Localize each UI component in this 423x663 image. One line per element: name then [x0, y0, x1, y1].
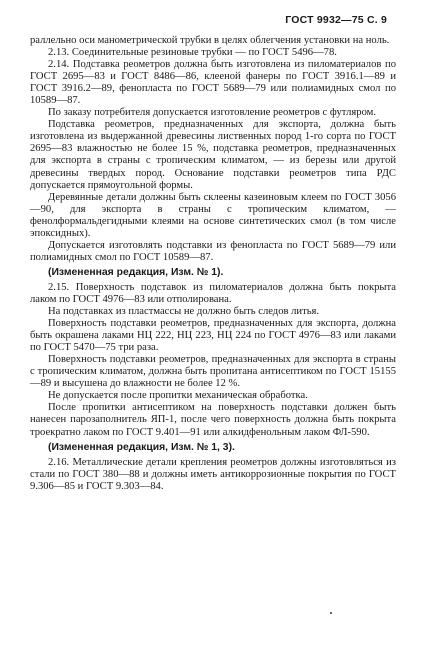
paragraph: Не допускается после пропитки механическая обработка. [48, 390, 308, 402]
paragraph: После пропитки антисептиком на поверхность подставки должен быть нанесен парозаполнитель ЯП-1, после чего поверхность должна быть покрыта троекратно лаком по ГОСТ 9.401—91 или алкидфенольным лаком ФЛ-590. [30, 402, 396, 438]
paragraph: 2.16. Металлические детали крепления реометров должны изготовляться из стали по ГОСТ 380—88 и должны иметь антикоррозионные покрытия по ГОСТ 9.306—85 и ГОСТ 9.303—84. [30, 456, 396, 492]
paragraph: Поверхность подставки реометров, предназначенных для экспорта, должна быть окрашена лаками НЦ 222, НЦ 223, НЦ 224 по ГОСТ 4976—83 или лаками по ГОСТ 5470—75 три раза. [30, 318, 396, 354]
speck-mark [330, 612, 332, 614]
paragraph: По заказу потребителя допускается изготовление реометров с футляром. [48, 107, 377, 119]
page-header: ГОСТ 9932—75 С. 9 [285, 14, 387, 26]
paragraph: раллельно оси манометрической трубки в целях облегчения установки на ноль. [30, 35, 390, 46]
document-body [30, 35, 396, 493]
paragraph: Поверхность подставки реометров, предназначенных для экспорта в страны с тропическим климатом, должна быть пропитана антисептиком по ГОСТ 15155—89 и высушена до влажности не более 12 %. [30, 354, 396, 390]
paragraph: 2.15. Поверхность подставок из пиломатериалов должна быть покрыта лаком по ГОСТ 4976—83 или отполирована. [30, 281, 396, 305]
paragraph: 2.13. Соединительные резиновые трубки — по ГОСТ 5496—78. [48, 47, 337, 59]
paragraph: Деревянные детали должны быть склеены казеиновым клеем по ГОСТ 3056—90, для экспорта в страны с тропическим климатом, — фенолформальдегидными клеями на основе синтетических смол (в том числе эпоксидных). [30, 191, 396, 239]
paragraph: 2.14. Подставка реометров должна быть изготовлена из пиломатериалов по ГОСТ 2695—83 и ГОСТ 8486—86, клееной фанеры по ГОСТ 3916.1—89 и ГОСТ 3916.2—89, фенопласта по ГОСТ 5689—79 или полиамидных смол по 10589—87. [30, 59, 396, 107]
paragraph: На подставках из пластмассы не должно быть следов литья. [48, 306, 320, 318]
paragraph: Допускается изготовлять подставки из фенопласта по ГОСТ 5689—79 или полиамидных смол по ГОСТ 10589—87. [30, 239, 396, 263]
paragraph: Подставка реометров, предназначенных для экспорта, должна быть изготовлена из выдержанной древесины лиственных пород 1-го сорта по ГОСТ 2695—83 влажностью не более 15 %, подставка реометров, предназначенных для экспорта в страны с тропическим климатом, — из березы или другой древесины твердых пород. Основание подставки реометров типа РДС допускается прямоугольной формы. [30, 119, 396, 191]
revision-note: (Измененная редакция, Изм. № 1, 3). [48, 441, 235, 453]
revision-note: (Измененная редакция, Изм. № 1). [48, 266, 224, 278]
